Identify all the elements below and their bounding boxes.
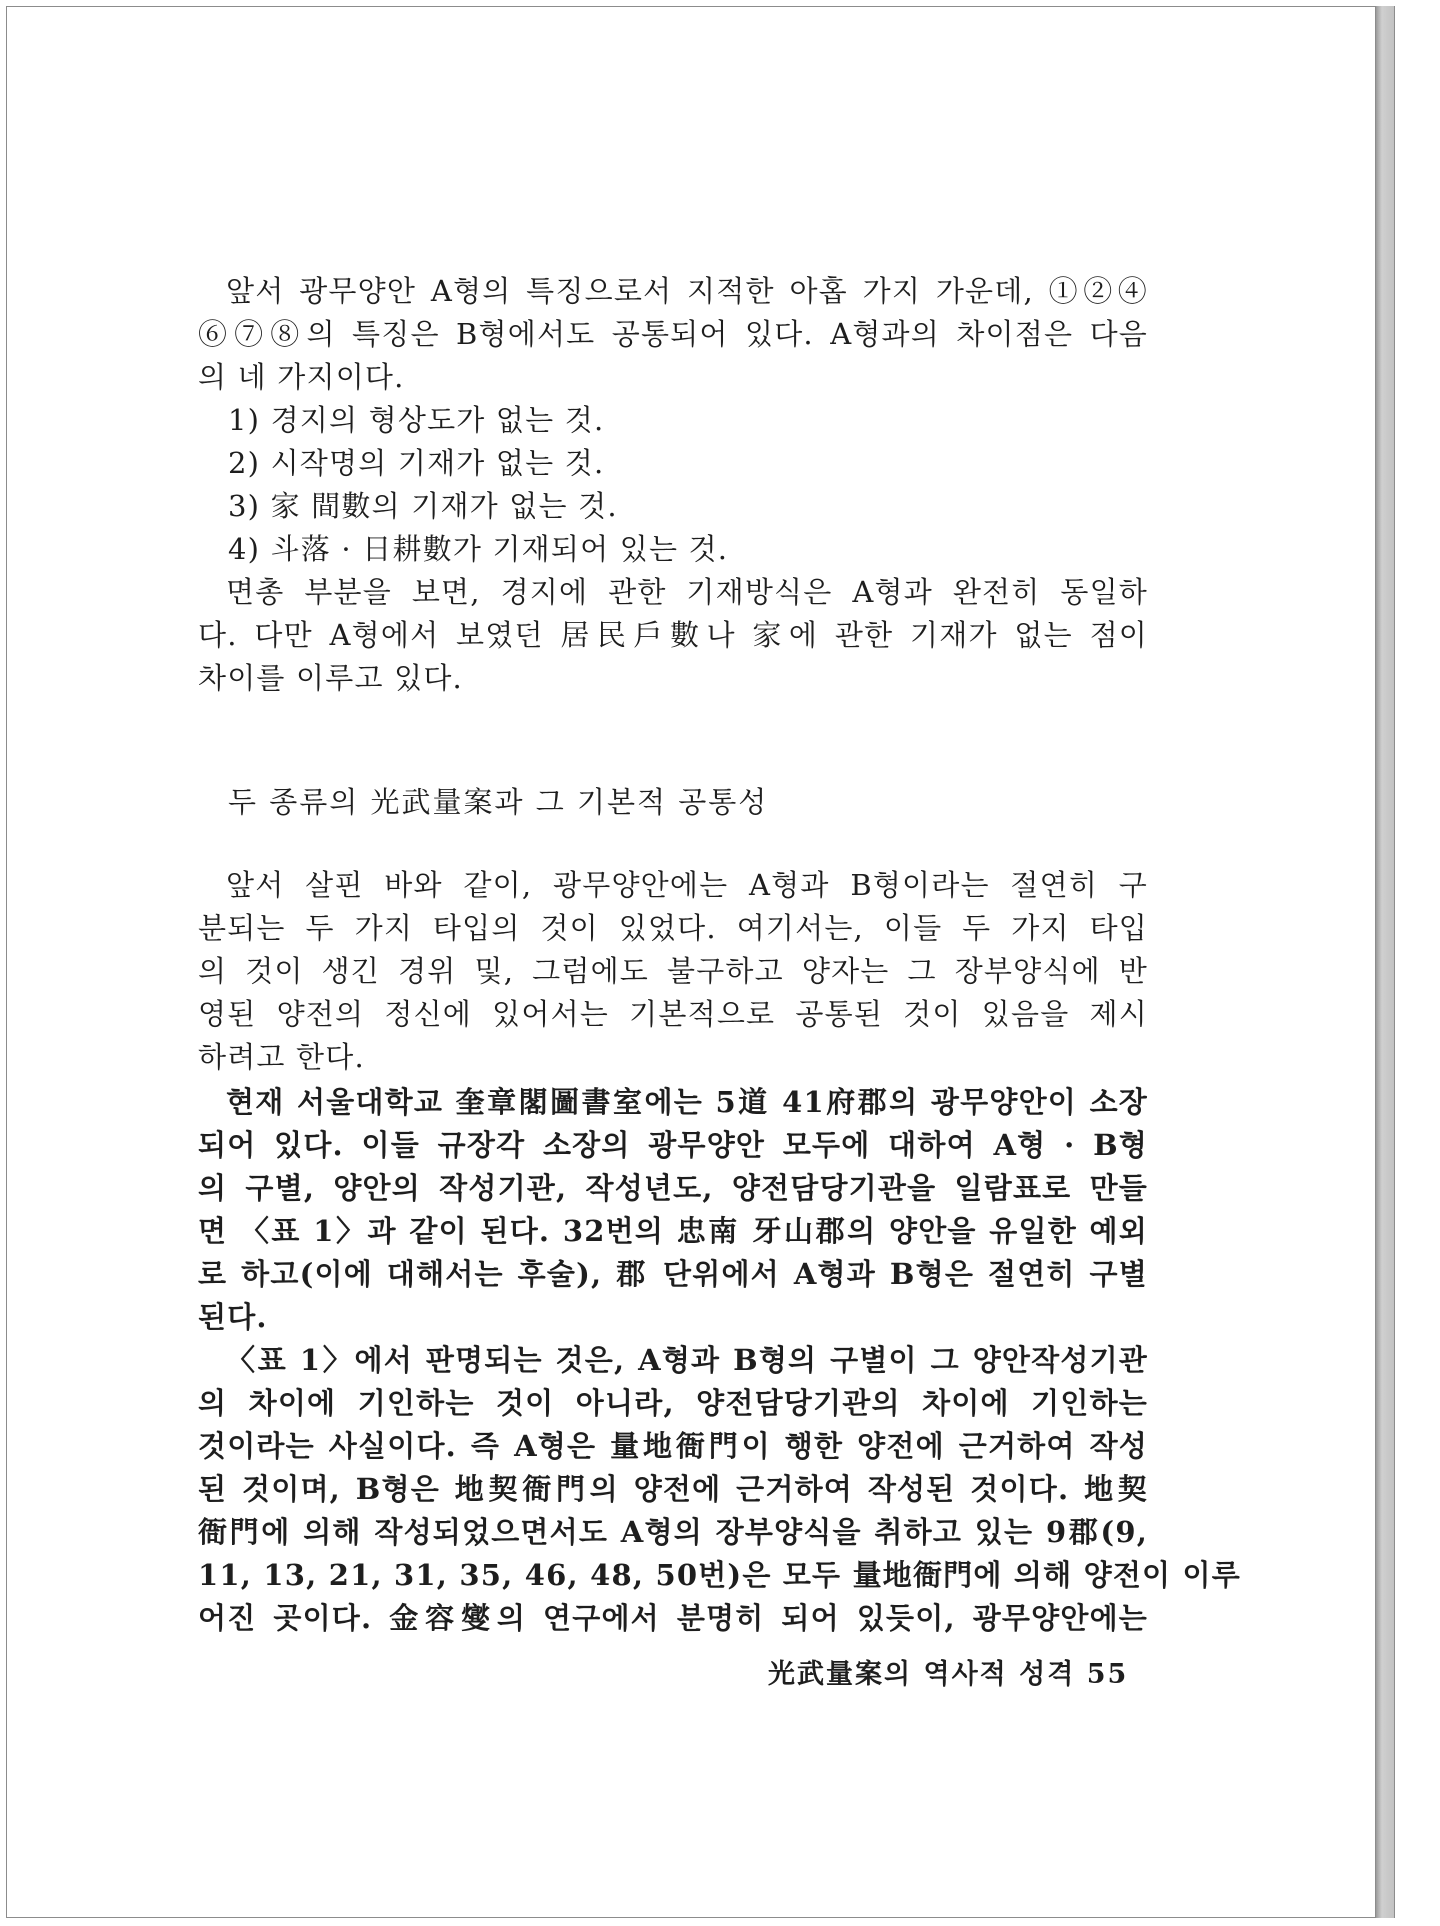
- text-line: 의 네 가지이다.: [198, 360, 405, 394]
- text-line: 현재 서울대학교 奎章閣圖書室에는 5道 41府郡의 광무양안이 소장: [226, 1085, 1148, 1119]
- text-line: 의 차이에 기인하는 것이 아니라, 양전담당기관의 차이에 기인하는: [198, 1386, 1148, 1420]
- text-line: 된 것이며, B형은 地契衙門의 양전에 근거하여 작성된 것이다. 地契: [198, 1472, 1148, 1506]
- text-line: 하려고 한다.: [198, 1040, 365, 1074]
- text-line: 앞서 광무양안 A형의 특징으로서 지적한 아홉 가지 가운데, ①②④: [226, 274, 1148, 308]
- text-line: 어진 곳이다. 金容燮의 연구에서 분명히 되어 있듯이, 광무양안에는: [198, 1601, 1148, 1635]
- section-heading: 두 종류의 光武量案과 그 기본적 공통성: [228, 785, 769, 819]
- text-line: 것이라는 사실이다. 즉 A형은 量地衙門이 행한 양전에 근거하여 작성: [198, 1429, 1148, 1463]
- running-footer: 光武量案의 역사적 성격 55: [768, 1659, 1129, 1690]
- paragraph-features: [198, 270, 1148, 399]
- text-line: 〈표 1〉에서 판명되는 것은, A형과 B형의 구별이 그 양안작성기관: [226, 1343, 1148, 1377]
- list-item: 4) 斗落 · 日耕數가 기재되어 있는 것.: [228, 532, 729, 566]
- text-line: 衙門에 의해 작성되었으면서도 A형의 장부양식을 취하고 있는 9郡(9,: [198, 1515, 1148, 1549]
- text-line: 로 하고(이에 대해서는 후술), 郡 단위에서 A형과 B형은 절연히 구별: [198, 1257, 1148, 1291]
- text-line: 된다.: [198, 1300, 268, 1334]
- text-line: 의 구별, 양안의 작성기관, 작성년도, 양전담당기관을 일람표로 만들: [198, 1171, 1148, 1205]
- list-item: 2) 시작명의 기재가 없는 것.: [228, 446, 605, 480]
- list-item: 1) 경지의 형상도가 없는 것.: [228, 403, 605, 437]
- text-line: 면총 부분을 보면, 경지에 관한 기재방식은 A형과 완전히 동일하: [226, 575, 1148, 609]
- paragraph-kyujanggak: [198, 1081, 1148, 1339]
- page-edge-shadow: [1376, 6, 1382, 1918]
- text-line: 차이를 이루고 있다.: [198, 661, 463, 695]
- text-line: 앞서 살핀 바와 같이, 광무양안에는 A형과 B형이라는 절연히 구: [226, 868, 1148, 902]
- difference-list: [198, 399, 1148, 571]
- paragraph-table-findings: [198, 1339, 1241, 1640]
- text-line: ⑥⑦⑧의 특징은 B형에서도 공통되어 있다. A형과의 차이점은 다음: [198, 317, 1148, 351]
- text-line: 11, 13, 21, 31, 35, 46, 48, 50번)은 모두 量地衙門에 의해 양전이 이루: [198, 1558, 1241, 1592]
- text-line: 되어 있다. 이들 규장각 소장의 광무양안 모두에 대하여 A형 · B형: [198, 1128, 1148, 1162]
- paragraph-two-types: [198, 864, 1148, 1079]
- text-line: 면 〈표 1〉과 같이 된다. 32번의 忠南 牙山郡의 양안을 유일한 예외: [198, 1214, 1148, 1248]
- paragraph-total-section: [198, 571, 1148, 700]
- text-line: 의 것이 생긴 경위 및, 그럼에도 불구하고 양자는 그 장부양식에 반: [198, 954, 1148, 988]
- list-item: 3) 家 間數의 기재가 없는 것.: [228, 489, 618, 523]
- text-line: 분되는 두 가지 타입의 것이 있었다. 여기서는, 이들 두 가지 타입: [198, 911, 1148, 945]
- text-line: 영된 양전의 정신에 있어서는 기본적으로 공통된 것이 있음을 제시: [198, 997, 1148, 1031]
- text-line: 다. 다만 A형에서 보였던 居民戶數나 家에 관한 기재가 없는 점이: [198, 618, 1148, 652]
